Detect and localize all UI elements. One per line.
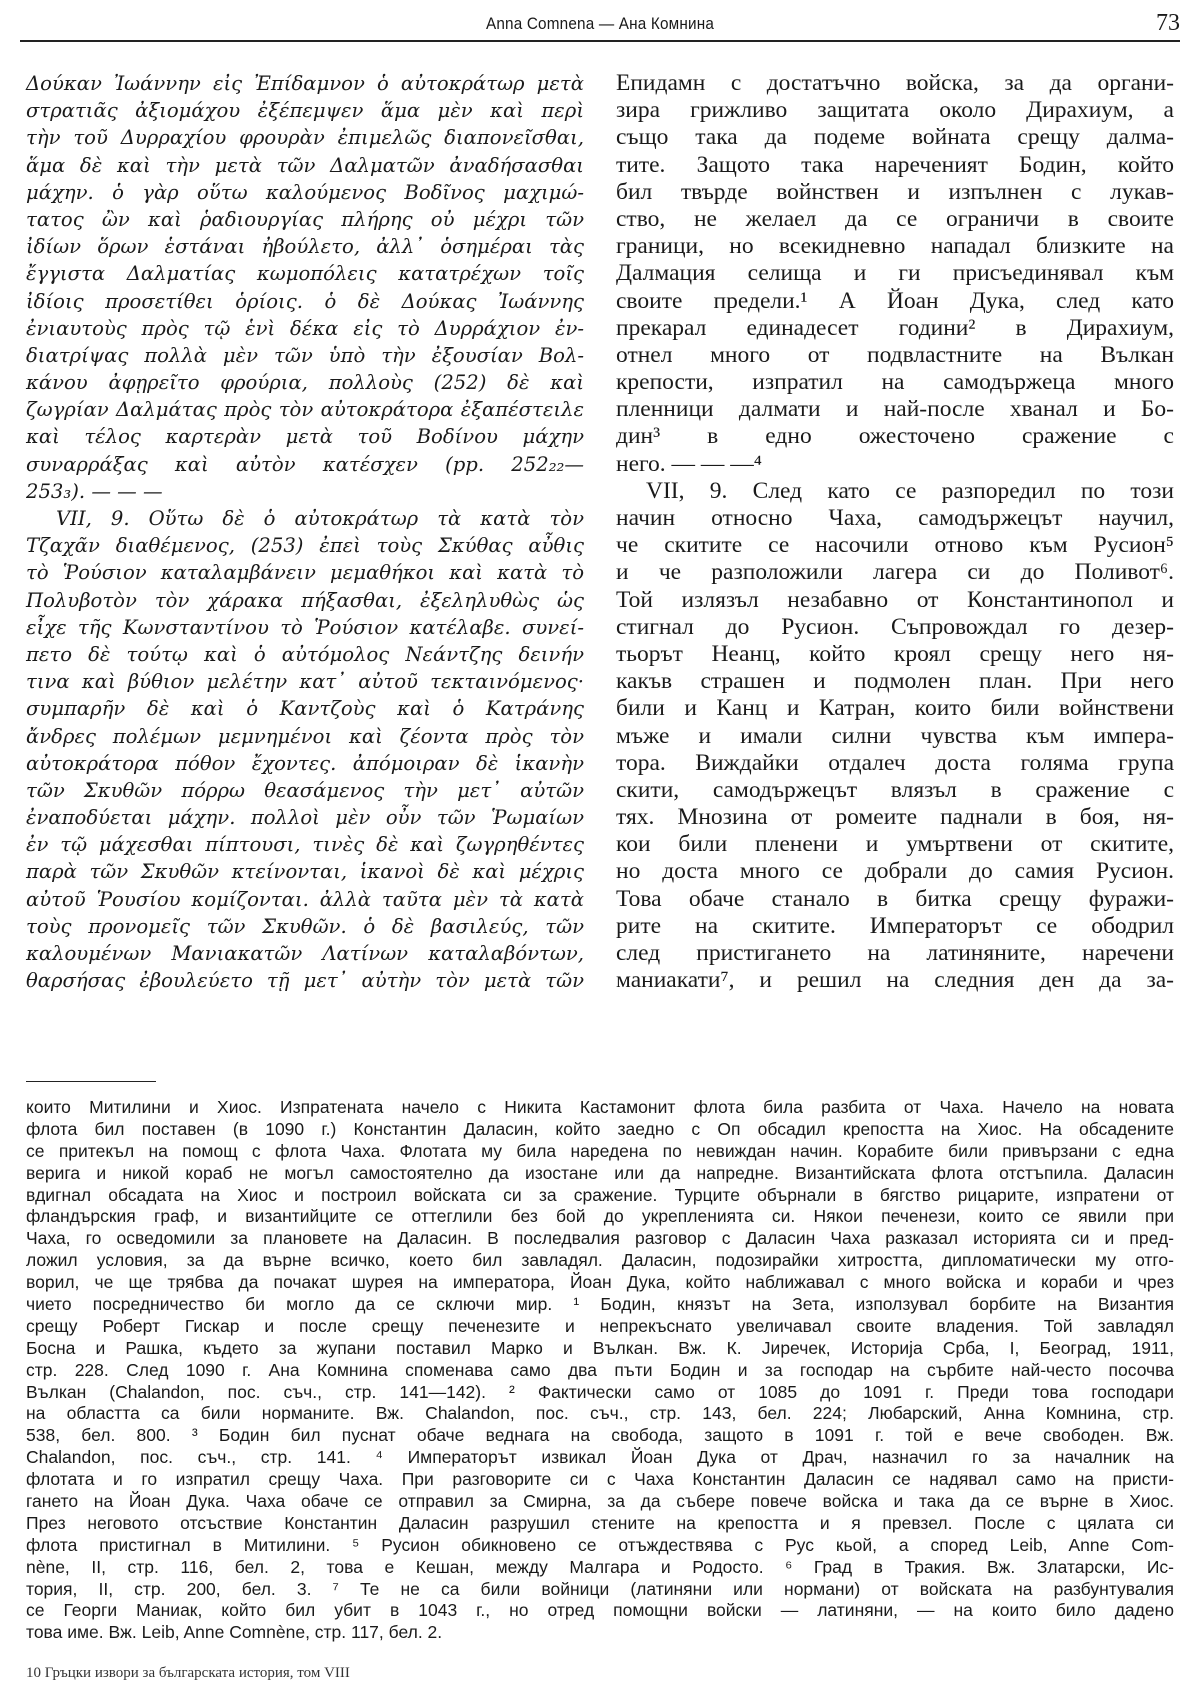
translation-line: тите. Защото така нареченият Бодин, който: [616, 151, 1174, 178]
translation-line: кои били пленени и умъртвени от скитите,: [616, 831, 1174, 858]
greek-line: 253₃). — — —: [26, 479, 163, 503]
greek-line: στρατιᾶς ἀξιομάχου ἐξέπεμψεν ἅμα μὲν καὶ περὶ: [26, 99, 584, 123]
greek-line: ζωγρίαν Δαλμάτας πρὸς τὸν αὐτοκράτορα ἐξαπέστειλε: [26, 398, 584, 422]
footnote-line: флота пристигнал в Митилини. ⁵ Русион обикновено се отъждествява с Рус кьой, а според Leib, Anne Com-: [26, 1534, 1174, 1555]
translation-line: пленници далмати и най-после хванал и Бо-: [616, 396, 1174, 423]
footnote-line: стр. 228. След 1090 г. Ана Комнина споменава само два пъти Бодин и за господар на сърбите най-често посочва: [26, 1359, 1174, 1380]
footnote-line: флота бил поставен (в 1090 г.) Константин Даласин, който заедно с Оп обсадил крепостта на Хиос. На обсадените: [26, 1118, 1174, 1139]
greek-line: καλουμένων Μανιακατῶν Λατίνων καταλαβόντων,: [26, 942, 584, 965]
translation-line: Епидамн с достатъчно войска, за да органи-: [616, 70, 1174, 96]
greek-line: πετο δὲ τούτῳ καὶ ὁ αὐτόμολος Νεάντζης δεινήν: [26, 642, 584, 666]
greek-line: αὐτοκράτορα πόθον ἔχοντες. ἀπόμοιραν δὲ ἱκανὴν: [26, 751, 584, 775]
footnote-line: ложил условия, за да върне всичко, което бил завладял. Даласин, подозирайки хитростта, дипломатически му отго-: [26, 1250, 1174, 1271]
greek-line: συναρράξας καὶ αὐτὸν κατέσχεν (pp. 252₂₂—: [26, 452, 584, 476]
translation-line: маниакати⁷, и решил на следния ден да за-: [616, 967, 1174, 994]
greek-line: τὴν τοῦ Δυρραχίου φρουρὰν ἐπιμελῶς διαπονεῖσθαι,: [26, 126, 584, 150]
translation-line: тях. Мнозина от ромеите паднали в боя, ня-: [616, 804, 1174, 831]
footnote-line: През неговото отсъствие Константин Даласин разрушил стените на крепостта и я превзел. После с цялата си: [26, 1512, 1174, 1533]
footnote-line: Chalandon, пос. съч., стр. 141. ⁴ Императорът извикал Йоан Дука от Драч, назначил го за началник на: [26, 1447, 1174, 1468]
translation-line: и че разположили лагера си до Поливот⁶.: [616, 559, 1174, 586]
footnote-line: гането на Йоан Дука. Чаха обаче се отправил за Смирна, за да събере повече войска и така да се върне в Хиос.: [26, 1491, 1174, 1512]
translation-line: Далмация селища и ги присъединявал към: [616, 260, 1174, 287]
greek-line: ἔγγιστα Δαλματίας κωμοπόλεις κατατρέχων τοῖς: [26, 262, 584, 286]
footnote-line: Чаха, го осведомили за плановете на Даласин. В последвалия разговор с Даласин Чаха разказал историята си и пред-: [26, 1228, 1174, 1249]
greek-line: κάνου ἀφῃρεῖτο φρούρια, πολλοὺς (252) δὲ καὶ: [26, 371, 584, 395]
footnote-line: се притекъл на помощ с флота Чаха. Флотата му била наредена по невиждан начин. Корабите били привързани с една: [26, 1140, 1174, 1161]
translation-line: ство, не желаел да се ограничи в своите: [616, 205, 1174, 232]
greek-line: ἄνδρες πολέμων μεμνημένοι καὶ ζέοντα πρὸς τὸν: [26, 724, 584, 748]
footnote-line: Босна и Рашка, където за жупани поставил Марко и Вълкан. Вж. К. Јиречек, Историја Срба, I, Београд, 1911,: [26, 1337, 1174, 1358]
translation-line: тьорът Неанц, който кроял срещу него ня-: [616, 640, 1174, 667]
footnote-line: срещу Роберт Гискар и после срещу печенезите и непрекъснато увеличавал своите владения. Той завладял: [26, 1315, 1174, 1336]
translation-line: зира грижливо защитата около Дирахиум, а: [616, 97, 1174, 124]
greek-line: τῶν Σκυθῶν πόρρω θεασάμενος τὴν μετ᾿ αὐτῶν: [26, 778, 584, 802]
footnote-line: фландърския граф, и византийците се оттеглили без бой до укрепленията си. Някои печенези, които се явили при: [26, 1206, 1174, 1227]
greek-line: εἶχε τῆς Κωνσταντίνου τὸ Ῥούσιον κατέλαβε. συνεί-: [26, 615, 584, 639]
translation-line: мъже и имали силни чувства към импера-: [616, 722, 1174, 749]
footnote-line: флотата и го изпратил срещу Чаха. При разговорите си с Чаха Константин Даласин се надявал само на присти-: [26, 1469, 1174, 1490]
footnote-line: ворил, че ще трябва да почакат шурея на императора, Йоан Дука, който наближавал с много войска и кораби и чрез: [26, 1272, 1174, 1293]
greek-line: ἰδίοις προσετίθει ὁρίοις. ὁ δὲ Δούκας Ἰωάννης: [26, 289, 584, 313]
translation-line: него. — — —⁴: [616, 450, 763, 477]
page-number: 73: [1156, 10, 1180, 36]
greek-line: τοὺς προνομεῖς τῶν Σκυθῶν. ὁ δὲ βασιλεύς, τῶν: [26, 914, 584, 938]
translation-line: крепости, изпратил на самодържеца много: [616, 369, 1174, 396]
greek-line: ἅμα δὲ καὶ τὴν μετὰ τῶν Δαλματῶν ἀναδήσασθαι: [26, 153, 584, 177]
footnote-line: на областта са били норманите. Вж. Chalandon, пос. съч., стр. 143, бел. 224; Любарский, Анна Комнина, стр.: [26, 1403, 1174, 1424]
greek-section-start: VII, 9. Οὕτω δὲ ὁ αὐτοκράτωρ τὰ κατὰ τὸν: [56, 507, 584, 530]
greek-line: καὶ τέλος καρτερὰν μετὰ τοῦ Βοδίνου μάχην: [26, 425, 584, 449]
printer-signature: 10 Гръцки извори за българската история, том VIII: [26, 1665, 350, 1681]
greek-line: τινα καὶ βύθιον μελέτην κατ᾿ αὐτοῦ τεκταινόμενος·: [26, 670, 584, 694]
translation-line: скити, самодържецът влязъл в сражение с: [616, 776, 1174, 803]
footnote-line: 538, бел. 800. ³ Бодин бил пуснат обаче веднага на свобода, защото в 1091 г. той е вече свободен. Вж.: [26, 1425, 1174, 1446]
greek-line: αὐτοῦ Ῥουσίου κομίζονται. ἀλλὰ ταῦτα μὲν τὰ κατὰ: [26, 887, 584, 911]
translation-line: стигнал до Русион. Съпровождал го дезер-: [616, 613, 1174, 640]
greek-line: διατρίψας πολλὰ μὲν τῶν ὑπὸ τὴν ἐξουσίαν Βολ-: [26, 343, 584, 367]
translation-line: начин относно Чаха, самодържецът научил,: [616, 505, 1174, 531]
translation-line: дин³ в едно ожесточено сражение с: [616, 423, 1174, 450]
footnote-line: чието посредничество би могло да се сключи мир. ¹ Бодин, князът на Зета, използувал борбите на Византия: [26, 1294, 1174, 1315]
footnote-line: това име. Вж. Leib, Anne Comnène, стр. 117, бел. 2.: [26, 1622, 443, 1643]
translation-line: Той излязъл незабавно от Константинопол и: [616, 586, 1174, 613]
translation-line: Това обаче станало в битка срещу фуражи-: [616, 885, 1174, 912]
greek-line: ἐναποδύεται μάχην. πολλοὶ μὲν οὖν τῶν Ῥωμαίων: [26, 806, 584, 830]
translation-line: какъв страшен и подмолен план. При него: [616, 668, 1174, 695]
greek-text-column: [26, 70, 584, 994]
translation-line: бил твърде войнствен и изпълнен с лукав-: [616, 178, 1174, 205]
greek-line: παρὰ τῶν Σκυθῶν κτείνονται, ἱκανοὶ δὲ καὶ μέχρις: [26, 860, 584, 884]
translation-line: тора. Виждайки отдалеч доста голяма група: [616, 749, 1174, 776]
footnote-line: верига и никой кораб не могъл самостоятелно да изостане или да напредне. Византийската флота отстъпила. Даласин: [26, 1162, 1174, 1183]
greek-line: Πολυβοτὸν τὸν χάρακα πήξασθαι, ἐξεληλυθὼς ὡς: [26, 588, 584, 612]
translation-line: отнел много от подвластните на Вълкан: [616, 341, 1174, 368]
running-title: Anna Comnena — Ана Комнина: [485, 14, 715, 33]
greek-line: ἐνιαυτοὺς πρὸς τῷ ἑνὶ δέκα εἰς τὸ Δυρράχιον ἐν-: [26, 316, 584, 340]
footnote-line: се Георги Маниак, който бил убит в 1043 г., но отред помощни войски — латиняни, — на които било дадено: [26, 1600, 1174, 1621]
greek-line: μάχην. ὁ γὰρ οὕτω καλούμενος Βοδῖνος μαχιμώ-: [26, 180, 584, 204]
greek-line: τατος ὢν καὶ ῥαδιουργίας πλήρης οὐ μέχρι τῶν: [26, 207, 584, 231]
footnotes-block: [26, 1097, 1174, 1644]
greek-line: θαρσήσας ἐβουλεύετο τῇ μετ᾿ αὐτὴν τὸν μετὰ τῶν: [26, 969, 584, 993]
footnote-divider: [26, 1081, 156, 1082]
greek-line: συμπαρῆν δὲ καὶ ὁ Καντζοὺς καὶ ὁ Κατράνης: [26, 697, 584, 721]
footnote-line: Вълкан (Chalandon, пос. съч., стр. 141—142). ² Фактически само от 1085 до 1091 г. Преди това господари: [26, 1381, 1174, 1402]
greek-line: Δούκαν Ἰωάννην εἰς Ἐπίδαμνον ὁ αὐτοκράτωρ μετὰ: [26, 72, 584, 95]
translation-line: но доста много се добрали до самия Русион.: [616, 858, 1174, 885]
footnote-line: които Митилини и Хиос. Изпратената начело с Никита Кастамонит флота била разбита от Чаха. Начело на новата: [26, 1097, 1174, 1117]
translation-line: граници, но всекидневно нападал близките на: [616, 233, 1174, 260]
translation-line: че скитите се насочили отново към Русион⁵: [616, 532, 1174, 559]
footnote-line: вдигнал обсадата на Хиос и построил войската си за сражение. Турците обърнали в бягство рицарите, изпратени от: [26, 1184, 1174, 1205]
footnote-line: nène, II, стр. 116, бел. 2, това е Кешан, между Малгара и Родосто. ⁶ Град в Тракия. Вж. Златарски, Ис-: [26, 1556, 1174, 1577]
translation-line: също така да подеме войната срещу далма-: [616, 124, 1174, 151]
greek-line: Τζαχᾶν διαθέμενος, (253) ἐπεὶ τοὺς Σκύθας αὖθις: [26, 534, 584, 558]
greek-line: ἐν τῷ μάχεσθαι πίπτουσι, τινὲς δὲ καὶ ζωγρηθέντες: [26, 833, 584, 857]
translation-line: своите предели.¹ А Йоан Дука, след като: [616, 287, 1174, 314]
page-header: [20, 8, 1180, 42]
greek-line: τὸ Ῥούσιον καταλαμβάνειν μεμαθήκοι καὶ κατὰ τὸ: [26, 561, 584, 585]
translation-line: прекарал единадесет години² в Дирахиум,: [616, 314, 1174, 341]
bulgarian-translation-column: [616, 70, 1174, 994]
translation-section-start: VII, 9. След като се разпоредил по този: [646, 477, 1174, 504]
translation-line: рите на скитите. Императорът се ободрил: [616, 912, 1174, 939]
translation-line: били и Канц и Катран, които били войнствени: [616, 695, 1174, 722]
greek-line: ἰδίων ὅρων ἑστάναι ἠβούλετο, ἀλλ᾿ ὁσημέραι τὰς: [26, 235, 584, 259]
translation-line: след пристигането на латиняните, наречени: [616, 940, 1174, 966]
footnote-line: тория, II, стр. 200, бел. 3. ⁷ Те не са били войници (латиняни или нормани) от войската на разбунтувалия: [26, 1578, 1174, 1599]
